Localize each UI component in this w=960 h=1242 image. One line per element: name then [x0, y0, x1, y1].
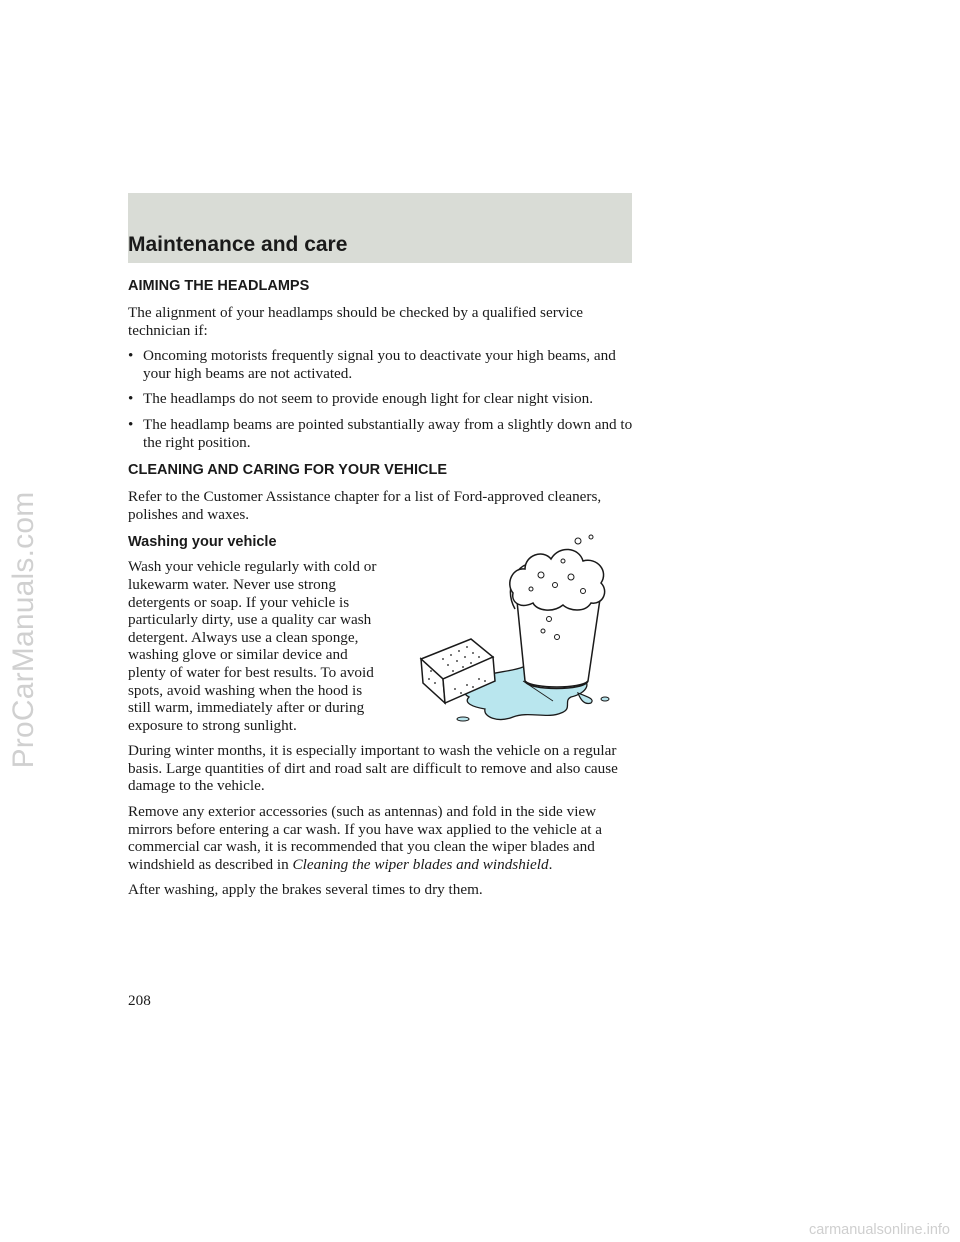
side-watermark-text: ProCarManuals.com: [7, 491, 40, 769]
cleaning-heading: CLEANING AND CARING FOR YOUR VEHICLE: [128, 462, 448, 479]
list-item: [128, 390, 638, 408]
aiming-heading: AIMING THE HEADLAMPS: [128, 278, 310, 294]
washing-paragraph-4: After washing, apply the brakes several times to dry them.: [128, 881, 483, 899]
list-item-text: The headlamps do not seem to provide enough light for clear night vision.: [143, 390, 594, 408]
list-item-text: The headlamp beams are pointed substantially away from a slightly down and to the right position.: [143, 415, 633, 451]
list-item: [128, 347, 638, 382]
washing-paragraph-3-end: .: [548, 855, 553, 873]
page-number: 208: [128, 992, 151, 1009]
aiming-intro: The alignment of your headlamps should be checked by a qualified service technician if:: [128, 304, 584, 339]
washing-block: [128, 558, 638, 734]
washing-paragraph-1: Wash your vehicle regularly with cold or lukewarm water. Never use strong detergents or soap. If your vehicle is particularly dirty, use a quality car wash detergent. Always use a clean sponge, washing glove or similar device and plenty of water for best results. To avoid spots, avoid washing when the hood is still warm, immediately after or during exposure to strong sunlight.: [128, 558, 377, 734]
bullet-marker: •: [128, 347, 134, 365]
washing-paragraph-2: During winter months, it is especially important to wash the vehicle on a regular basis. Large quantities of dirt and road salt are difficult to remove and also cause damage to the vehicle.: [128, 742, 618, 795]
list-item: [128, 416, 638, 451]
footer-watermark: carmanualsonline.info: [808, 1222, 950, 1238]
washing-paragraph-3-text: Remove any exterior accessories (such as antennas) and fold in the side view mirrors before entering a car wash. If you have wax applied to the vehicle at a commercial car wash, it is recommended that you clean the wiper blades and windshield as described in: [128, 803, 602, 873]
washing-heading: Washing your vehicle: [128, 534, 277, 551]
bullet-marker: •: [128, 390, 134, 408]
section-title: Maintenance and care: [128, 233, 348, 256]
bullet-marker: •: [128, 415, 134, 433]
cleaning-intro: Refer to the Customer Assistance chapter for a list of Ford-approved cleaners, polishes and waxes.: [128, 488, 602, 523]
wiper-cleaning-reference: Cleaning the wiper blades and windshield: [292, 855, 549, 873]
washing-paragraph-3: [128, 803, 638, 873]
bucket-sponge-illustration: [413, 531, 638, 739]
page-content: [128, 278, 638, 907]
aiming-bullet-list: [128, 347, 638, 451]
list-item-text: Oncoming motorists frequently signal you to deactivate your high beams, and your high beams are not activated.: [143, 347, 616, 382]
section-header-band: [128, 193, 632, 263]
side-watermark: [2, 491, 46, 769]
